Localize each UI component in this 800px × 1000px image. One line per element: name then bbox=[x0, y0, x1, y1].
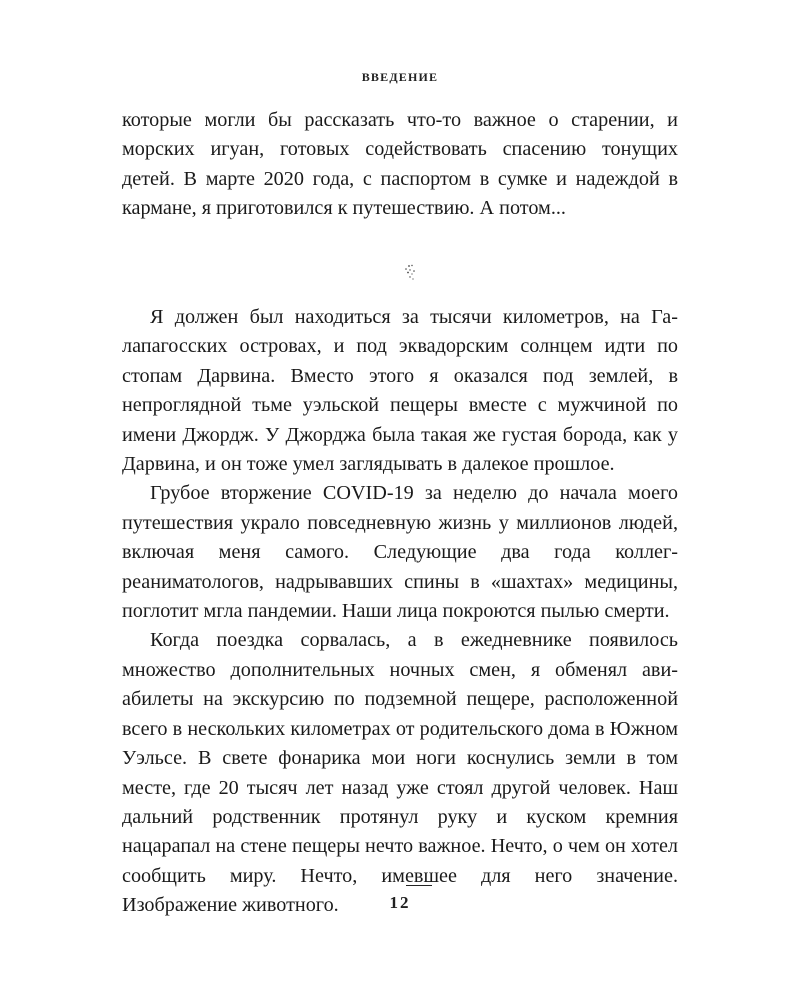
page-number: 12 bbox=[389, 893, 411, 912]
page-number-rule bbox=[406, 885, 432, 886]
paragraph-continued: которые могли бы рассказать что-то важное о старении, и морских игуан, готовых содействовать спасению тонущих детей. В марте 2020 года, с паспортом в сумке и надеждой в кармане, я приготовился к путешествию. А потом... bbox=[122, 109, 678, 220]
text-block-main bbox=[122, 303, 678, 921]
paragraph-3: Когда поездка сорвалась, а в ежедневнике появилось множество дополнительных ночных смен, я обменял авиабилеты на экскурсию по подземной пещере, расположенной всего в нескольких километрах от родительского дома в Южном Уэльсе. В свете фонарика мои ноги коснулись земли в том месте, где 20 тысяч лет назад уже стоял другой человек. Наш дальний родственник протянул руку и куском кремния нацарапал на стене пещеры нечто важное. Нечто, о чем он хотел сообщить миру. Нечто, имевшее для него значение. Изображение животного. bbox=[122, 629, 678, 917]
running-header: ВВЕДЕНИЕ bbox=[361, 70, 439, 84]
paragraph-2: Грубое вторжение COVID-19 за неделю до начала моего путешествия украло повседневную жизнь у миллионов людей, включая меня самого. Следующие два года коллег-реаниматологов, надрывавших спины в «шахтах» медицины, поглотит мгла пандемии. Наши лица покроются пылью смерти. bbox=[122, 482, 678, 623]
paragraph-1: Я должен был находиться за тысячи километров, на Галапагосских островах, и под эквадорским солнцем идти по стопам Дарвина. Вместо этого я оказался под землей, в непроглядной тьме уэльской пещеры вместе с мужчиной по имени Джордж. У Джорджа была такая же густая борода, как у Дарвина, и он тоже умел заглядывать в далекое прошлое. bbox=[122, 306, 678, 476]
text-block-top bbox=[122, 106, 678, 224]
section-break-ornament-icon bbox=[390, 262, 430, 286]
